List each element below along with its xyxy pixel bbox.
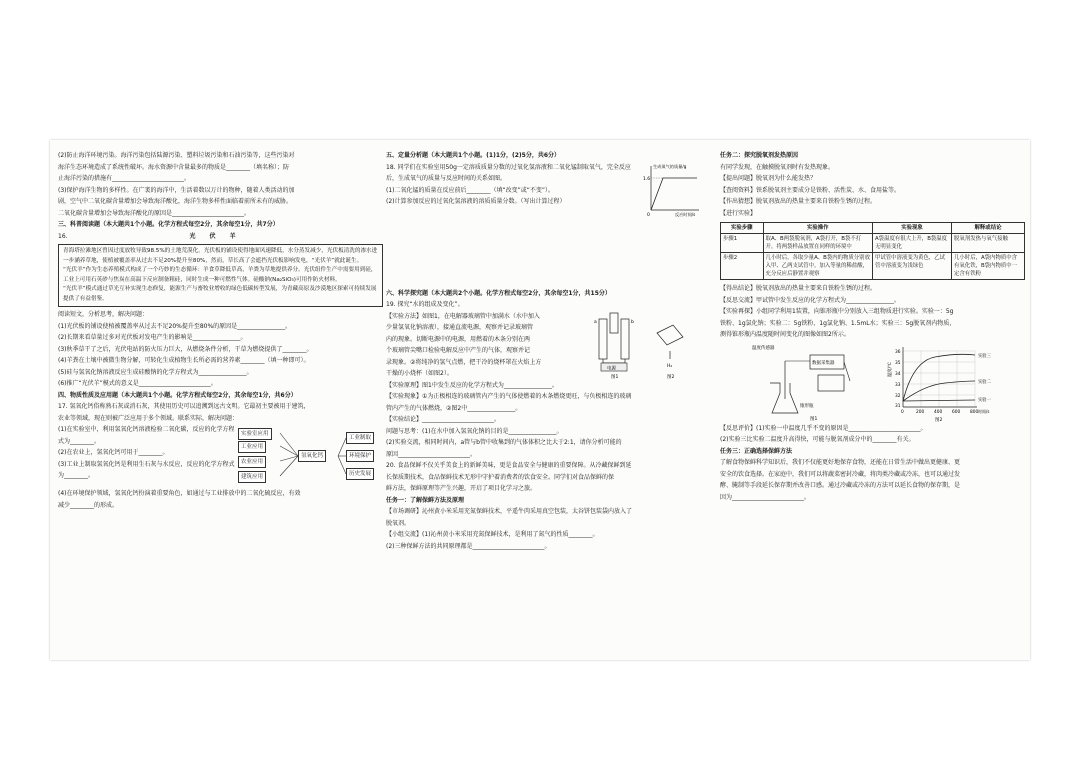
q16-item: (5)硅与氢氧化钠溶液反应生成硅酸钠的化学方程式为________________。 xyxy=(58,368,253,376)
q16-item: (3)秋季草干了之后，光伏电站的防火压力巨大，从燃烧条件分析，干草为燃烧提供了________。 xyxy=(58,345,313,353)
section-6-heading: 六、科学探究题（本大题共2个小题。化学方程式每空2分，其余每空1分，共15分） xyxy=(386,289,611,297)
table-header: 实验操作 xyxy=(763,223,872,234)
intro-line: 【查阅资料】铁系脱氧剂主要成分是铁粉、活性炭、水、食用盐等。 xyxy=(720,186,901,194)
column-middle xyxy=(386,150,698,552)
q19-line: (2)实验交流，相同时间内，a管与b管中收集到的气体体积之比大于2:1，请你分析可能的 xyxy=(386,439,622,446)
q19-line: 【实验原理】图1中发生反应的化学方程式为________________。 xyxy=(386,381,558,389)
q17-items xyxy=(58,424,238,488)
diagram-node-right: 工业制取 xyxy=(346,432,374,444)
y-tick: 35 xyxy=(895,360,901,366)
diagram-node-center: 氢氧化钙 xyxy=(298,450,326,462)
apparatus-figure xyxy=(750,341,860,421)
text-line: (3)保护海洋生物的多样性。在广袤的海洋中，生活着数以万计的物种，随着人类活动的加 xyxy=(58,186,295,194)
figure-1-label: 图1 xyxy=(611,374,619,379)
tube-a-label: a xyxy=(594,319,597,325)
x-tick: 600 xyxy=(952,409,961,415)
q19-line: 【实验现象】①为正极相连的玻璃管内产生的气体使燃着的木条燃烧更旺，与负极相连的玻璃 xyxy=(386,393,632,400)
q17-block xyxy=(58,424,383,488)
q19-line: 干燥的小烧杯（如图2）。 xyxy=(386,370,453,377)
chart-origin: 0 xyxy=(647,212,650,217)
after-table-line: 测得锥形瓶内温度随时间变化的图像如图2所示。 xyxy=(720,331,850,338)
after-table-line: 铁粉、1g氯化钠；实验二：5g铁粉、1g氯化钠、1.5mL水；实验三：5g脱氧剂内物质， xyxy=(720,319,956,327)
series-line-1 xyxy=(903,400,975,401)
q20-line: 20. 食品保鲜不仅关乎美食上的新鲜美味，更是食品安全与健康的重要保障。从冷藏保鲜到延 xyxy=(386,462,632,469)
task3-line: 因为________________________。 xyxy=(720,493,811,501)
oxygen-mass-chart xyxy=(641,162,701,217)
table-cell: 几小时后，A袋内物质中含有氧化铁，B袋内物质中一定含有铁粉 xyxy=(952,253,1025,280)
q19-line: 管内产生的气体燃烧，②图2中________________。 xyxy=(386,404,522,412)
passage-paragraph: “光伏羊”作为生态养殖模式构成了一个巧妙的生态循环：羊食草降低草高，羊粪为草地提供养分。光伏组件生产中需要用到硅，工业上可用石英砂与焦炭在高温下反应制备粗硅，同时生成一种可燃性气体。硅酸钠(Na₂SiO₃)可用作防火材料。 xyxy=(63,267,377,283)
q19-line: 内的现象。切断电源中的电源，用燃着的木条分别在两 xyxy=(386,335,531,343)
q17-intro: 17. 氢氧化钙俗称熟石灰或消石灰，其使用历史可以追溯到远古文明。它最初主要被用于建筑， xyxy=(58,403,310,410)
passage-paragraph: “光伏羊”模式通过草光互补实现生态修复，能源生产与畜牧业增收的绿色低碳转型发展，为青藏高原及沙漠地区探索可持续发展提供了有益借鉴。 xyxy=(63,286,377,302)
chart-ylabel: 温度/℃ xyxy=(888,361,893,377)
q18-text xyxy=(386,162,636,208)
q19-block xyxy=(386,311,698,380)
sensor-label: 温度传感器 xyxy=(752,345,775,351)
text-line: 剧，空气中二氧化碳含量增加会导致海洋酸化，海洋生物多样性面临着前所未有的威胁。 xyxy=(58,198,293,205)
table-header: 实验现象 xyxy=(872,223,951,234)
table-cell: 步骤2 xyxy=(721,253,764,280)
task-2-heading: 任务二：探究脱氧剂发热原因 xyxy=(720,152,799,159)
q16-title-row xyxy=(58,231,383,243)
legend-series: 实验二 xyxy=(978,379,991,385)
task1-line: 【小组交流】(1)沁州黄小米采用充氮保鲜技术，是利用了氮气的性质________。 xyxy=(386,531,599,538)
task-1-heading: 任务一：了解保鲜方法及原理 xyxy=(386,496,465,504)
after-table-line: 【反思交流】甲试管中发生反应的化学方程式为________________。 xyxy=(720,296,901,304)
answer-space xyxy=(386,208,698,288)
power-label: 电源 xyxy=(607,366,616,371)
after-table-line: 【实验再探】小组同学利用1装置，向锥形瓶中分别放入三组物质进行实验。实验一：5g xyxy=(720,308,954,315)
experiment-table xyxy=(720,222,1025,280)
q16-number: 16. xyxy=(58,232,68,240)
q19-line: 问题与思考：(1)在水中加入氢氧化钠的目的是________________。 xyxy=(386,427,563,435)
task1-line: 【市场调研】沁州黄小米采用充氮保鲜技术，平遥牛肉采用真空包装，太谷饼包装袋内放入了 xyxy=(386,508,633,515)
q19-line: 【实验方法】如图1，在电解器玻璃管中加满水（水中加入 xyxy=(386,312,540,320)
q19-line: 少量氢氧化钠溶液），接通直流电源，观察并记录玻璃管 xyxy=(386,324,534,331)
q16-item: (6)推广“光伏羊”模式的意义是________________________。 xyxy=(58,380,217,387)
reflection-line: (2)实验三比实验二温度升高得快，可能与脱氧剂成分中的________有关。 xyxy=(720,436,915,443)
task3-line: 酵、腌制等手段延长保存期并改善口感。通过冷藏或冷冻的方法可以延长食物的保存期，是 xyxy=(720,482,961,489)
q18-block xyxy=(386,162,698,217)
reflection-line: 【反思评价】(1)实验一中温度几乎不变的原因是________________________。 xyxy=(720,424,927,432)
q19-title: 19. 探究“水的组成及变化”。 xyxy=(386,301,464,308)
table-cell: A袋温度有很大上升，B袋温度无明显变化 xyxy=(872,234,951,253)
q19-line: 录现象。②将纯净的氢气点燃，把干冷的烧杯罩在火焰上方 xyxy=(386,358,542,366)
table-cell: 甲试管中溶液变为黄色，乙试管中溶液变为浅绿色 xyxy=(872,253,951,280)
diagram-node-left: 建筑应用 xyxy=(238,471,266,483)
task3-line: 了解食物保鲜科学知识后，我们不仅能更好地保存食物，还能在日常生活中做出更健康、更 xyxy=(720,459,961,466)
table-cell: 取A、B两袋脱氧剂，A袋打开，B袋不打开，将两袋样品放置在同样的环境中 xyxy=(763,234,872,253)
h2-label: H₂ xyxy=(667,363,673,369)
q18-line: (2)计算参加反应的过氧化氢溶液的溶质质量分数。（写出计算过程） xyxy=(386,198,566,205)
table-cell: 几小时后，各取少量A、B袋内的物质分别放入甲、乙两支试管中，加入等量的稀盐酸，充分反应后静置并观察 xyxy=(763,253,872,280)
table-header: 实验步骤 xyxy=(721,223,764,234)
tube-b-label: b xyxy=(631,319,634,325)
q17-item: (1)在实验室中，利用氢氧化钙溶液检验二氧化碳，反应的化学方程式为________。 xyxy=(58,426,235,445)
intro-line: 【进行实验】 xyxy=(720,209,757,217)
passage-paragraph: 青海塔拉滩地区曾因过度放牧导致98.5%的土地荒漠化。光伏板的铺设使得地面风速降低，水分蒸发减少，光伏板清洗的渗水进一步涵养草地，使植被覆盖率从过去不足20%提升至80%，然而，草长高了会遮挡光伏板影响发电，“光伏羊”就此诞生。 xyxy=(63,248,378,264)
figure-2-label: 图2 xyxy=(667,374,675,379)
q18-line: 后，生成氧气的质量与反应时间的关系如图。 xyxy=(386,175,507,182)
electrolysis-figures xyxy=(591,311,696,379)
y-tick: 33 xyxy=(895,382,901,388)
diagram-node-right: 历史发展 xyxy=(346,468,374,480)
text-line: (2)防止海洋环境污染。海洋污染包括陆源污染、塑料垃圾污染和石油污染等，这些污染对 xyxy=(58,152,295,159)
text-line: 二氧化碳含量增加会导致海洋酸化的原因是________________________。 xyxy=(58,209,251,217)
q16-item: (4)羊粪在土壤中被微生物分解，可转化生成植物生长所必需的营养素________（填一种即可）。 xyxy=(58,357,310,364)
exam-sheet xyxy=(50,140,1030,660)
chart-xlabel: 反应时间/s xyxy=(675,211,696,217)
experiment-figures xyxy=(720,341,1025,423)
x-tick: 0 xyxy=(901,409,904,415)
legend-series: 实验三 xyxy=(978,353,991,359)
q18-line: 18. 同学们在实验室用50g一定溶质质量分数的过氧化氢溶液和二氧化锰制取氧气，完全反应 xyxy=(386,163,631,171)
figure-1-label: 图1 xyxy=(810,416,818,421)
legend-series: 实验一 xyxy=(978,397,991,403)
q19-line: 个玻璃管尖嘴口检验电解反应中产生的气体，观察并记 xyxy=(386,347,531,354)
task1-line: (2)三种保鲜方法的共同原理都是________________________。 xyxy=(386,542,551,550)
text-line: 海洋生态环境造成了系统性破坏。海水资源中含量最多的物质是________（填名称）；防 xyxy=(58,163,290,171)
intro-line: 【提出问题】脱氧剂为什么能发热？ xyxy=(720,175,817,182)
q16-item: (1)光伏板的铺设使植被覆盖率从过去不足20%提升至80%的原因是________________。 xyxy=(58,322,292,330)
diagram-node-left: 工业应用 xyxy=(238,441,266,453)
text-line: 止海洋污染的措施有________________________。 xyxy=(58,175,191,182)
q16-title: 光 伏 羊 xyxy=(189,232,242,240)
table-cell: 步骤1 xyxy=(721,234,764,253)
x-tick: 400 xyxy=(934,409,943,415)
q20-line: 鲜方法，保鲜原理等产生兴趣，开启了项目化学习之旅。 xyxy=(386,485,537,492)
y-tick: 31 xyxy=(895,403,901,409)
section-5-heading: 五、定量分析题（本大题共1个小题。(1)1分，(2)5分，共6分） xyxy=(386,152,561,159)
chart-value-label: 1.6 xyxy=(643,176,651,182)
column-right xyxy=(720,150,1025,503)
reading-passage xyxy=(58,244,383,307)
y-tick: 36 xyxy=(895,349,901,355)
section-4-heading: 四、物质性质及应用题（本大题共1个小题。化学方程式每空2分，其余每空1分，共6分） xyxy=(58,391,297,399)
q19-method xyxy=(386,311,586,380)
q17-intro: 农业等领域，现在则被广泛应用于多个领域。联系实际，解决问题： xyxy=(58,414,239,422)
q17-item: (2)在农业上，氢氧化钙可用于________。 xyxy=(58,449,169,456)
task1-line: 脱氧剂。 xyxy=(386,519,411,527)
task-3-heading: 任务三：正确选择保鲜方法 xyxy=(720,447,793,455)
column-left xyxy=(58,150,383,511)
diagram-node-right: 环境保护 xyxy=(346,450,374,462)
table-header-row xyxy=(721,223,1025,234)
diagram-node-left: 实验室应用 xyxy=(238,428,272,440)
y-tick: 34 xyxy=(895,371,901,377)
intro-line: 【作出猜想】脱氧剂放出的热量主要来自铁粉生锈的过程。 xyxy=(720,198,877,205)
chart-ylabel: 生成氧气的质量/g xyxy=(653,163,687,169)
section-3-heading: 三、科普阅读题（本大题共1个小题。化学方程式每空2分，其余每空1分，共7分） xyxy=(58,221,279,228)
table-row xyxy=(721,253,1025,280)
q17-item: (3)工业上制取氢氧化钙是利用生石灰与水反应，反应的化学方程式为________。 xyxy=(58,460,235,479)
q19-line: 【实验结论】________________________。 xyxy=(386,416,501,423)
q16-item: (2)长期来看草量过多对光伏板对发电产生的影响是________________。 xyxy=(58,334,247,341)
collector-label: 数据采集器 xyxy=(812,360,835,366)
task3-line: 安全的饮食选择。在家庭中，我们可以将蔬菜密封冷藏，将肉类冷藏或冷冻，也可以通过发 xyxy=(720,470,961,478)
q17-item: (4)在环境保护领域，氢氧化钙扮演着重要角色，如通过与工业排放中的二氧化硫反应，有效 xyxy=(58,490,301,497)
vessel-label: 锥形瓶 xyxy=(800,403,814,409)
table-header: 解释或结论 xyxy=(952,223,1025,234)
calcium-hydroxide-diagram xyxy=(238,426,378,486)
x-tick: 200 xyxy=(916,409,925,415)
after-table-line: 【得出结论】脱氧剂放出的热量主要来自铁粉生锈的过程。 xyxy=(720,285,877,292)
figure-2-label: 图2 xyxy=(935,417,943,423)
q17-item: 减少________的形成。 xyxy=(58,501,119,509)
x-tick: 800 xyxy=(970,409,979,415)
q18-line: (1)二氧化锰的质量在反应前后________（填“改变”或“不变”）。 xyxy=(386,186,554,194)
q20-line: 长保质期技术，食品保鲜技术无形中守护着消费者的饮食安全。同学们对食品保鲜的保 xyxy=(386,473,615,481)
table-cell: 脱氧剂发热与氧气接触 xyxy=(952,234,1025,253)
chart-xlabel: 时间/s xyxy=(978,408,990,414)
read-prompt: 阅读短文，分析思考，解决问题： xyxy=(58,311,149,318)
temperature-chart xyxy=(885,341,1005,423)
table-row xyxy=(721,234,1025,253)
diagram-node-left: 农业应用 xyxy=(238,456,266,468)
q19-line: 原因________________________。 xyxy=(386,450,477,458)
intro-line: 有同学发现，在触摸脱氧剂时有发热现象。 xyxy=(720,163,835,171)
y-tick: 32 xyxy=(895,393,901,399)
